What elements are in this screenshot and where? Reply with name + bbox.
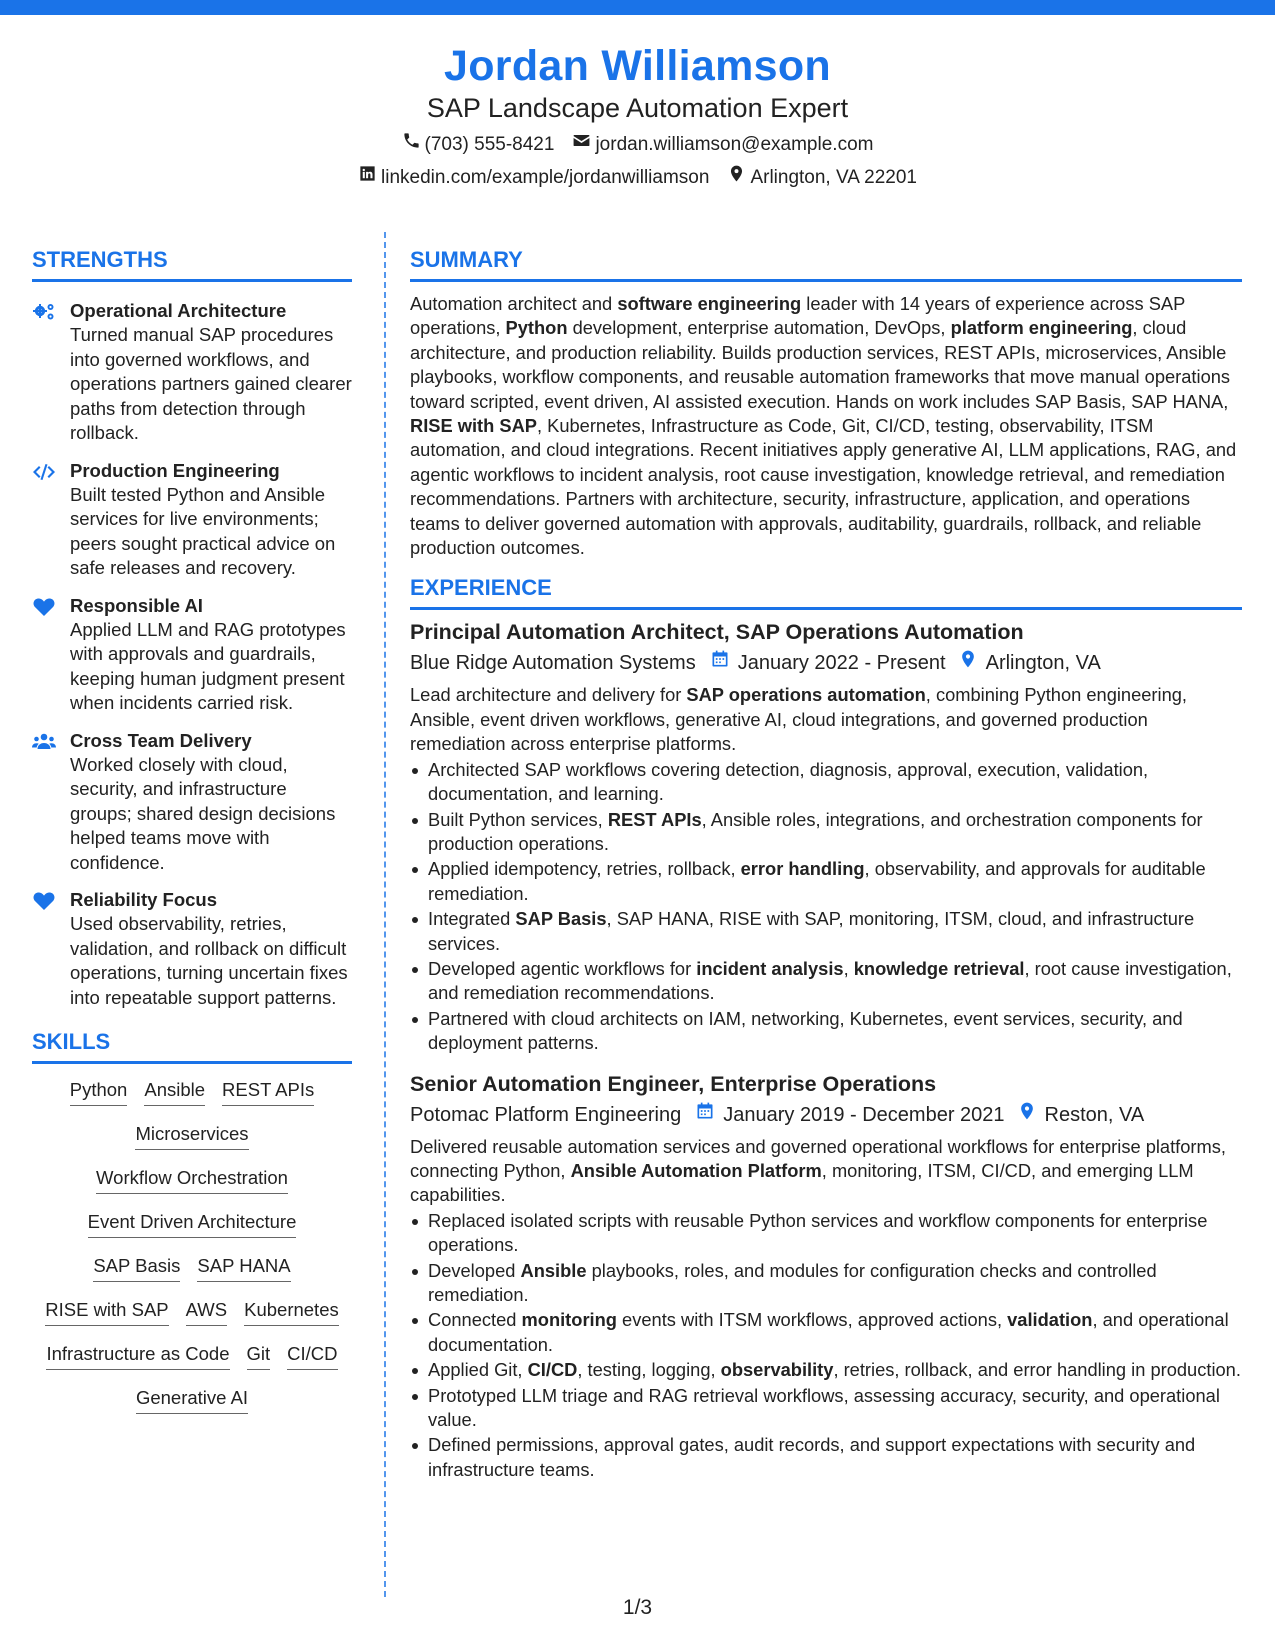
job-title: Senior Automation Engineer, Enterprise Operations: [410, 1071, 937, 1096]
job-bullet: Replaced isolated scripts with reusable Python services and workflow components for enterprise operations.: [410, 1209, 1242, 1258]
job-title: Principal Automation Architect, SAP Operations Automation: [410, 620, 1024, 645]
left-column: [32, 246, 352, 1430]
contact-row-2: [0, 164, 1275, 191]
job-description: Delivered reusable automation services and governed operational workflows for enterprise platforms, connecting Python, Ansible Automation Platform, monitoring, ITSM, CI/CD, and emerging LLM capabilities.: [410, 1135, 1226, 1206]
job-bullet: Connected monitoring events with ITSM workflows, approved actions, validation, and operational documentation.: [410, 1308, 1242, 1357]
users-icon: [32, 728, 56, 876]
skills-list: [32, 1078, 352, 1414]
job-dates: January 2022 - Present: [737, 652, 946, 675]
job-entry: [410, 1070, 1242, 1483]
skill-tag: REST APIs: [222, 1078, 314, 1106]
experience-rule: [410, 607, 1242, 610]
summary-text: Automation architect and software engineering leader with 14 years of experience across SAP operations, Python development, enterprise automation, DevOps, platform engineering, cloud architecture, and production reliability. Builds production services, REST APIs, microservices, Ansible playbooks, workflow components, and reusable automation frameworks that move manual operations toward scripted, event driven, AI assisted execution. Hands on work includes SAP Basis, SAP HANA, RISE with SAP, Kubernetes, Infrastructure as Code, Git, CI/CD, testing, observability, ITSM automation, and cloud integrations. Recent initiatives apply generative AI, LLM applications, RAG, and agentic workflows to incident analysis, root cause investigation, knowledge retrieval, and remediation recommendations. Partners with architecture, security, infrastructure, application, and operations teams to deliver governed automation with approvals, auditability, guardrails, rollback, and reliable production outcomes.: [410, 293, 1237, 559]
map-pin-icon: [1017, 1101, 1045, 1129]
calendar-icon: [710, 649, 738, 677]
candidate-title: SAP Landscape Automation Expert: [426, 93, 849, 123]
gears-icon: [32, 298, 56, 446]
skill-row: [32, 1078, 352, 1106]
strengths-list: [32, 298, 352, 1010]
skill-row: [32, 1166, 352, 1194]
envelope-icon: [572, 131, 591, 158]
phone-text: (703) 555-8421: [424, 133, 555, 155]
skill-tag: Event Driven Architecture: [88, 1210, 297, 1238]
phone-icon: [402, 131, 421, 158]
email-text: jordan.williamson@example.com: [595, 133, 874, 155]
job-location: Arlington, VA: [985, 652, 1101, 675]
job-company: Potomac Platform Engineering: [410, 1103, 682, 1126]
skill-row: [32, 1122, 352, 1150]
location-text: Arlington, VA 22201: [750, 166, 917, 188]
calendar-icon: [695, 1101, 723, 1129]
job-company: Blue Ridge Automation Systems: [410, 652, 696, 675]
skill-tag: Kubernetes: [244, 1298, 339, 1326]
strength-name: Operational Architecture: [70, 300, 287, 321]
skills-heading: SKILLS: [32, 1029, 111, 1054]
strength-desc: Turned manual SAP procedures into governed workflows, and operations partners gained clearer paths from detection through rollback.: [70, 324, 352, 443]
skill-tag: Infrastructure as Code: [46, 1342, 229, 1370]
job-dates: January 2019 - December 2021: [723, 1103, 1005, 1126]
job-bullet: Developed agentic workflows for incident analysis, knowledge retrieval, root cause investigation, and remediation recommendations.: [410, 957, 1242, 1006]
job-description: Lead architecture and delivery for SAP operations automation, combining Python engineering, Ansible, event driven workflows, generative AI, cloud integrations, and governed production remediation across enterprise platforms.: [410, 684, 1187, 755]
skill-row: [32, 1386, 352, 1414]
map-pin-icon: [727, 164, 746, 191]
strength-item: [32, 593, 352, 716]
strength-item: [32, 728, 352, 876]
location-contact: [727, 164, 917, 191]
strengths-heading: STRENGTHS: [32, 247, 168, 272]
strength-desc: Applied LLM and RAG prototypes with approvals and guardrails, keeping human judgment present when incidents carried risk.: [70, 618, 346, 713]
summary-heading: SUMMARY: [410, 247, 523, 272]
skill-tag: Ansible: [144, 1078, 205, 1106]
skill-tag: CI/CD: [287, 1342, 337, 1370]
email-contact[interactable]: [572, 131, 873, 158]
skill-tag: Workflow Orchestration: [96, 1166, 288, 1194]
heart-icon: [32, 593, 56, 716]
skill-tag: RISE with SAP: [45, 1298, 168, 1326]
strength-name: Responsible AI: [70, 594, 203, 616]
job-bullet: Applied Git, CI/CD, testing, logging, observability, retries, rollback, and error handling in production.: [410, 1358, 1242, 1382]
skill-tag: SAP HANA: [197, 1254, 290, 1282]
page-number: 1/3: [622, 1596, 653, 1619]
job-bullets: [410, 1209, 1242, 1482]
skill-tag: Git: [247, 1342, 271, 1370]
skill-tag: Python: [70, 1078, 128, 1106]
strength-name: Production Engineering: [70, 459, 280, 481]
job-bullet: Architected SAP workflows covering detection, diagnosis, approval, execution, validation, documentation, and learning.: [410, 758, 1242, 807]
job-bullet: Applied idempotency, retries, rollback, error handling, observability, and approvals for auditable remediation.: [410, 857, 1242, 906]
linkedin-icon: [358, 164, 377, 191]
job-bullet: Prototyped LLM triage and RAG retrieval workflows, assessing accuracy, security, and operational value.: [410, 1384, 1242, 1433]
skill-row: [32, 1298, 352, 1326]
job-meta: [410, 649, 1242, 677]
linkedin-contact[interactable]: [358, 164, 709, 191]
strengths-rule: [32, 279, 352, 282]
experience-heading: EXPERIENCE: [410, 575, 552, 601]
job-bullets: [410, 758, 1242, 1056]
job-meta: [410, 1101, 1242, 1129]
skill-tag: AWS: [186, 1298, 227, 1326]
job-bullet: Built Python services, REST APIs, Ansible roles, integrations, and orchestration components for production operations.: [410, 808, 1242, 857]
skill-row: [32, 1210, 352, 1238]
job-location: Reston, VA: [1044, 1103, 1145, 1126]
skill-tag: Generative AI: [136, 1386, 248, 1414]
strength-name: Cross Team Delivery: [70, 729, 252, 751]
right-column: [410, 246, 1242, 1482]
strength-item: [32, 298, 352, 446]
skill-tag: SAP Basis: [93, 1254, 180, 1282]
heart-icon: [32, 887, 56, 1010]
code-icon: [32, 458, 56, 581]
strength-name: Reliability Focus: [70, 889, 218, 910]
job-bullet: Integrated SAP Basis, SAP HANA, RISE with SAP, monitoring, ITSM, cloud, and infrastructure services.: [410, 907, 1242, 956]
skill-tag: Microservices: [135, 1122, 248, 1150]
skill-row: [32, 1342, 352, 1370]
candidate-name: Jordan Williamson: [444, 42, 831, 90]
map-pin-icon: [958, 649, 986, 677]
job-bullet: Developed Ansible playbooks, roles, and modules for configuration checks and controlled remediation.: [410, 1259, 1242, 1308]
strength-desc: Worked closely with cloud, security, and infrastructure groups; shared design decisions helped teams move with confidence.: [70, 753, 336, 873]
job-entry: [410, 618, 1242, 1055]
column-divider: [384, 232, 386, 1597]
strength-desc: Built tested Python and Ansible services for live environments; peers sought practical advice on safe releases and recovery.: [70, 483, 336, 578]
skills-rule: [32, 1061, 352, 1064]
top-accent-bar: [0, 0, 1275, 15]
summary-rule: [410, 279, 1242, 282]
job-bullet: Partnered with cloud architects on IAM, networking, Kubernetes, event services, security, and deployment patterns.: [410, 1007, 1242, 1056]
phone-contact[interactable]: [402, 131, 555, 158]
skill-row: [32, 1254, 352, 1282]
linkedin-text: linkedin.com/example/jordanwilliamson: [381, 166, 710, 188]
strength-desc: Used observability, retries, validation, and rollback on difficult operations, turning uncertain fixes into repeatable support patterns.: [70, 913, 348, 1008]
job-bullet: Defined permissions, approval gates, audit records, and support expectations with security and infrastructure teams.: [410, 1433, 1242, 1482]
strength-item: [32, 458, 352, 581]
resume-header: [0, 40, 1275, 191]
contact-row-1: [0, 131, 1275, 158]
strength-item: [32, 887, 352, 1010]
